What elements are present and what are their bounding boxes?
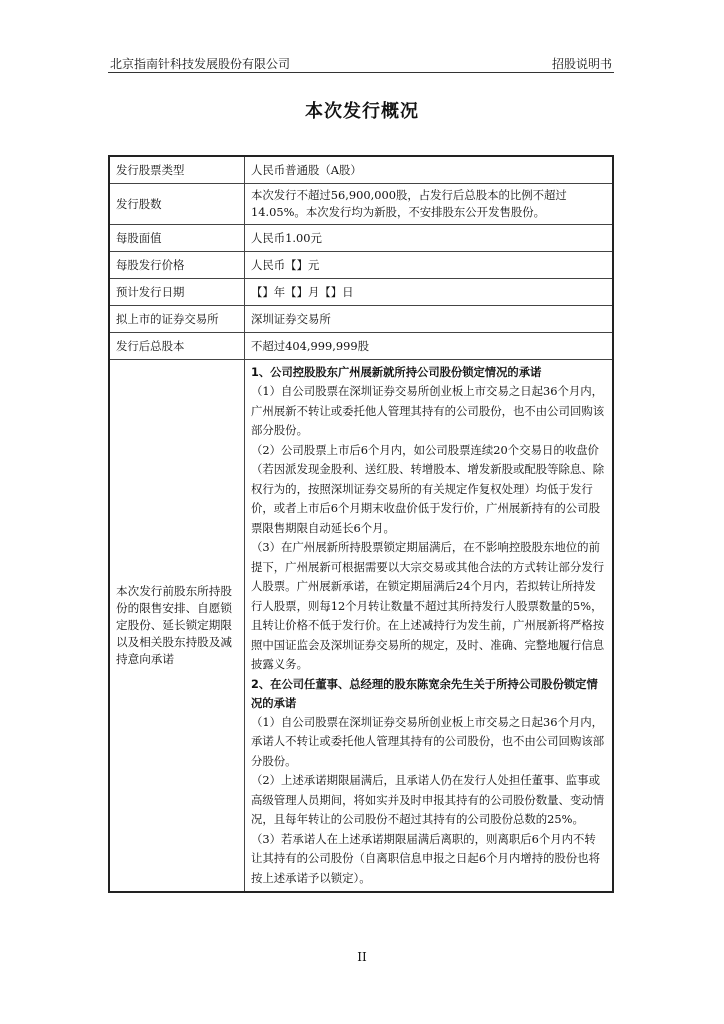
header-document-type: 招股说明书: [551, 57, 612, 71]
row-value-exchange: 深圳证券交易所: [245, 306, 614, 333]
page-number: II: [357, 950, 367, 964]
section-heading: 1、公司控股股东广州展新就所持公司股份锁定情况的承诺: [251, 366, 542, 379]
row-label-issue-date: 预计发行日期: [109, 279, 245, 306]
row-value-share-count: 本次发行不超过56,900,000股，占发行后总股本的比例不超过14.05%。本次发行均为新股，不安排股东公开发售股份。: [245, 184, 614, 225]
paragraph: （1）自公司股票在深圳证券交易所创业板上市交易之日起36个月内，承诺人不转让或委托他人管理其持有的公司股份，也不由公司回购该部分股份。: [251, 714, 605, 768]
row-value-par-value: 人民币1.00元: [245, 225, 614, 252]
header-company-name: 北京指南针科技发展股份有限公司: [110, 57, 291, 71]
paragraph: （1）自公司股票在深圳证券交易所创业板上市交易之日起36个月内，广州展新不转让或委托他人管理其持有的公司股份，也不由公司回购该部分股份。: [251, 384, 605, 437]
paragraph: （2）上述承诺期限届满后，且承诺人仍在发行人处担任董事、监事或高级管理人员期间，将如实并及时申报其持有的公司股份数量、变动情况，且每年转让的公司股份不超过其持有的公司股份总数的25%。: [251, 773, 605, 826]
table-row: [109, 279, 613, 306]
row-label-exchange: 拟上市的证券交易所: [109, 306, 245, 333]
section-heading: 2、在公司任董事、总经理的股东陈宽余先生关于所持公司股份锁定情况的承诺: [251, 677, 598, 710]
table-row: [109, 333, 613, 360]
page-header: [108, 52, 614, 73]
table-row: [109, 252, 613, 279]
row-value-issue-price: 人民币【】元: [245, 252, 614, 279]
paragraph: （3）在广州展新所持股票锁定期届满后，在不影响控股股东地位的前提下，广州展新可根据需要以大宗交易或其他合法的方式转让部分发行人股票。广州展新承诺，在锁定期届满后24个月内，若拟转让所持发行人股票，则每12个月转让数量不超过其所持发行人股票数量的5%，且转让价格不低于发行价。在上述减持行为发生前，广州展新将严格按照中国证监会及深圳证券交易所的规定，及时、准确、完整地履行信息披露义务。: [251, 540, 605, 671]
row-label-lockup: 本次发行前股东所持股份的限售安排、自愿锁定股份、延长锁定期限以及相关股东持股及减持意向承诺: [109, 360, 245, 893]
row-value-stock-type: 人民币普通股（A股）: [245, 156, 614, 184]
row-label-issue-price: 每股发行价格: [109, 252, 245, 279]
offering-overview-table: [108, 155, 614, 893]
row-value-issue-date: 【】年【】月【】日: [245, 279, 614, 306]
table-row: [109, 306, 613, 333]
table-row: [109, 225, 613, 252]
row-label-total-shares: 发行后总股本: [109, 333, 245, 360]
paragraph: （2）公司股票上市后6个月内，如公司股票连续20个交易日的收盘价（若因派发现金股利、送红股、转增股本、增发新股或配股等除息、除权行为的，按照深圳证券交易所的有关规定作复权处理）均低于发行价，或者上市后6个月期末收盘价低于发行价，广州展新持有的公司股票限售期限自动延长6个月。: [251, 442, 605, 535]
page-title: 本次发行概况: [305, 101, 419, 122]
row-label-share-count: 发行股数: [109, 184, 245, 225]
row-value-lockup: [245, 360, 614, 893]
row-label-par-value: 每股面值: [109, 225, 245, 252]
paragraph: （3）若承诺人在上述承诺期限届满后离职的，则离职后6个月内不转让其持有的公司股份（自离职信息申报之日起6个月内增持的股份也将按上述承诺予以锁定）。: [251, 831, 600, 885]
table-row: [109, 156, 613, 184]
table-row: [109, 360, 613, 893]
table-row: [109, 184, 613, 225]
row-value-total-shares: 不超过404,999,999股: [245, 333, 614, 360]
row-label-stock-type: 发行股票类型: [109, 156, 245, 184]
